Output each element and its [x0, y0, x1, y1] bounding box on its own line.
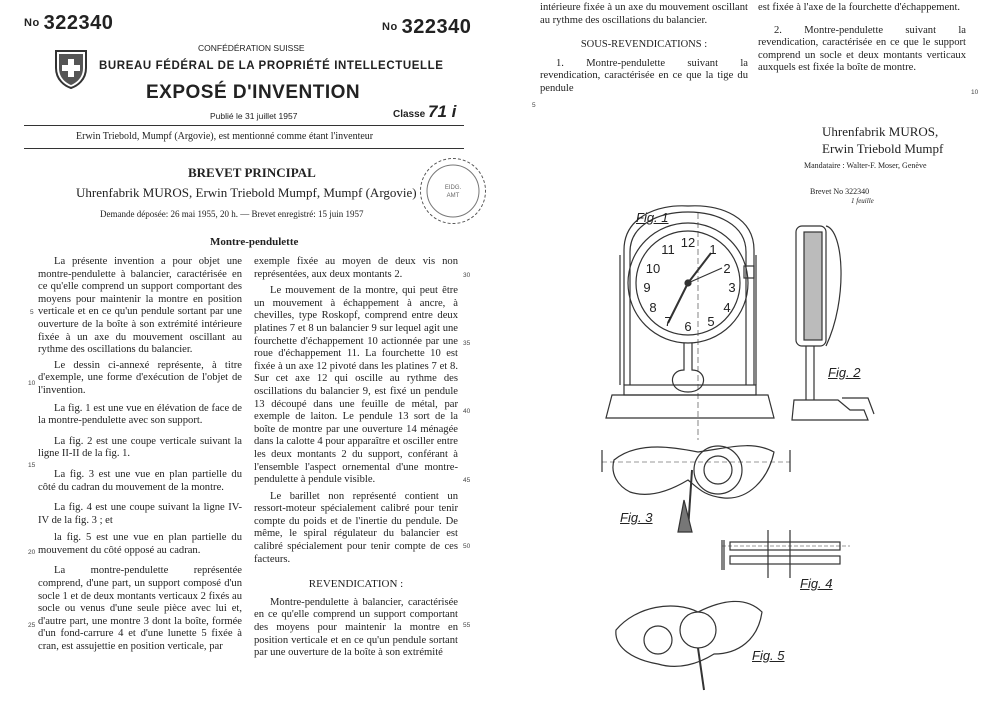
dial-number: 6 — [684, 319, 692, 334]
applicant-line: Uhrenfabrik MUROS, Erwin Triebold Mumpf, Mumpf (Argovie) — [76, 185, 417, 200]
inventor-line: Erwin Triebold, Mumpf (Argovie), est mentionné comme étant l'inventeur — [76, 131, 374, 142]
paragraph: 2. Montre-pendulette suivant la revendication, caractérisée en ce que le support comprend un socle et deux montants verticaux auxquels est fixée la boîte de montre. — [758, 24, 966, 74]
right-page — [508, 0, 1008, 702]
body-column-2 — [254, 256, 458, 663]
line-number: 55 — [463, 622, 471, 629]
paragraph: exemple fixée au moyen de deux vis non représentées, aux deux montants 2. — [254, 256, 458, 280]
paragraph: La présente invention a pour objet une montre-pendulette à balancier, caractérisée en ce qu'elle comprend un support comportant des moyens pour maintenir la montre en position verticale et en ce qu'un pendule sortant par une ouverture de la boîte à son extrémité intérieure fixée à un axe du mouvement oscillant au rythme des oscillations du balancier. — [38, 256, 242, 356]
patent-number-left: No 322340 — [24, 12, 114, 34]
fig-label-1: Fig. 1 — [636, 210, 669, 225]
classe-value: 71 i — [428, 102, 457, 121]
line-number: 35 — [463, 340, 471, 347]
sous-revendications-heading: SOUS-REVENDICATIONS : — [580, 39, 708, 51]
fig-label-4: Fig. 4 — [800, 576, 833, 591]
inventor-rule — [24, 148, 464, 149]
header-rule — [24, 125, 464, 126]
office-stamp — [420, 158, 486, 224]
fig-label-3: Fig. 3 — [620, 510, 653, 525]
dial-number: 3 — [728, 280, 736, 295]
line-number: 10 — [28, 380, 36, 387]
dial-number: 5 — [707, 314, 715, 329]
paragraph: 1. Montre-pendulette suivant la revendication, caractérisée en ce que la tige du pendule — [540, 57, 748, 94]
paragraph: Le mouvement de la montre, qui peut être un mouvement à échappement à ancre, à chevilles, type Roskopf, comprend entre deux platines 7 et 8 un balancier 9 sur lequel agit une fourchette d'échappement 10 actionnée par une roue d'échappement 11. La fourchette 10 est fixée à un axe 12 pivoté dans les platines 7 et 8. Sur cet axe 12 qui oscille au rythme des oscillations du balancier 9, est fixé un pendule 13 découpé dans une feuille de métal, par exemple de laiton. Le pendule 13 sort de la boîte de montre par une ouverture 14 ménagée dans la calotte 4 pour apparaître et osciller entre les deux montants 2 du support, conférant à l'ensemble l'aspect ornemental d'une montre-pendulette à pendule visible. — [254, 285, 458, 486]
dial-number: 11 — [661, 242, 675, 257]
paragraph: La fig. 3 est une vue en plan partielle du côté du cadran du mouvement de la montre. — [38, 468, 242, 493]
line-number: 30 — [463, 272, 471, 279]
svg-text:AMT: AMT — [446, 193, 460, 199]
dial-number: 10 — [645, 261, 661, 276]
dial-number: 7 — [664, 314, 672, 329]
line-number: 40 — [463, 408, 471, 415]
sheet-count: 1 feuille — [851, 197, 874, 205]
line-number: 25 — [28, 622, 36, 629]
line-number: 50 — [463, 543, 471, 550]
paragraph: Montre-pendulette à balancier, caractérisée en ce qu'elle comprend un support comportant des moyens pour maintenir la montre en position verticale et en ce qu'un pendule sortant par une ouverture de la boîte à son extrémité — [254, 596, 458, 659]
dial-number: 4 — [723, 300, 731, 315]
paragraph: est fixée à l'axe de la fourchette d'échappement. — [758, 2, 961, 13]
fig2-drawing — [792, 226, 874, 420]
paragraph: La fig. 4 est une coupe suivant la ligne IV-IV de la fig. 3 ; et — [38, 502, 242, 526]
fig-label-2: Fig. 2 — [828, 365, 861, 380]
line-number: 5 — [30, 309, 34, 316]
dial-number: 12 — [680, 235, 696, 250]
brevet-principal-heading: BREVET PRINCIPAL — [188, 165, 316, 180]
stamp-ring-icon — [421, 159, 485, 223]
paragraph: La fig. 1 est une vue en élévation de face de la montre-pendulette avec son support. — [38, 402, 242, 427]
dial-number: 9 — [643, 280, 651, 295]
paragraph: La montre-pendulette représentée comprend, d'une part, un support composé d'un socle 1 et de deux montants verticaux 2 fixés au socle ou venus d'une seule pièce avec lui et, d'autre part, une montre 3 dont la boîte, formée d'un fond-carrure 4 et d'une lunette 5 fixée à cran, est assujettie en position verticale, par — [38, 565, 242, 653]
filing-date-line: Demande déposée: 26 mai 1955, 20 h. — Brevet enregistré: 15 juin 1957 — [100, 209, 364, 219]
invention-title: Montre-pendulette — [210, 236, 299, 248]
revendication-heading: REVENDICATION : — [308, 578, 404, 591]
dial-number: 2 — [723, 261, 731, 276]
expose-heading: EXPOSÉ D'INVENTION — [146, 82, 361, 103]
confederation-label: CONFÉDÉRATION SUISSE — [198, 43, 305, 53]
company-name: Uhrenfabrik MUROS, — [822, 124, 939, 139]
mandataire-line: Mandataire : Walter-F. Moser, Genève — [804, 161, 927, 170]
line-number: 15 — [28, 462, 36, 469]
paragraph: intérieure fixée à un axe du mouvement oscillant au rythme des oscillations du balancier. — [540, 2, 748, 26]
line-number: 20 — [28, 549, 36, 556]
patent-drawings — [508, 0, 1008, 702]
fig4-drawing — [722, 530, 850, 578]
brevet-number: Brevet No 322340 — [810, 187, 870, 196]
line-number: 45 — [463, 477, 471, 484]
fig-label-5: Fig. 5 — [752, 648, 785, 663]
line-number: 10 — [971, 89, 979, 96]
dial-number: 8 — [649, 300, 657, 315]
paragraph: La fig. 2 est une coupe verticale suivant la ligne II-II de la fig. 1. — [38, 435, 242, 460]
publication-date: Publié le 31 juillet 1957 — [210, 111, 298, 121]
swiss-emblem-icon — [53, 48, 89, 90]
body-column-1 — [38, 256, 242, 657]
patent-number-right: No 322340 — [382, 16, 472, 38]
classe-label: Classe 71 i — [393, 102, 457, 121]
left-page — [0, 0, 500, 702]
line-number: 5 — [532, 102, 536, 109]
paragraph: Le barillet non représenté contient un ressort-moteur spécialement calibré pour tenir compte du poids et de l'inertie du pendule. De même, le spiral régulateur du balancier est calibré spécialement pour tenir compte de ces facteurs. — [254, 490, 458, 565]
dial-number: 1 — [709, 242, 717, 257]
svg-text:EIDG.: EIDG. — [444, 185, 462, 191]
paragraph: Le dessin ci-annexé représente, à titre d'exemple, une forme d'exécution de l'objet de l'invention. — [38, 359, 242, 396]
paragraph: la fig. 5 est une vue en plan partielle du mouvement du côté opposé au cadran. — [38, 532, 242, 556]
bureau-heading: BUREAU FÉDÉRAL DE LA PROPRIÉTÉ INTELLECTUELLE — [99, 60, 444, 72]
fig5-drawing — [616, 601, 762, 690]
company-name-2: Erwin Triebold Mumpf — [822, 141, 944, 156]
